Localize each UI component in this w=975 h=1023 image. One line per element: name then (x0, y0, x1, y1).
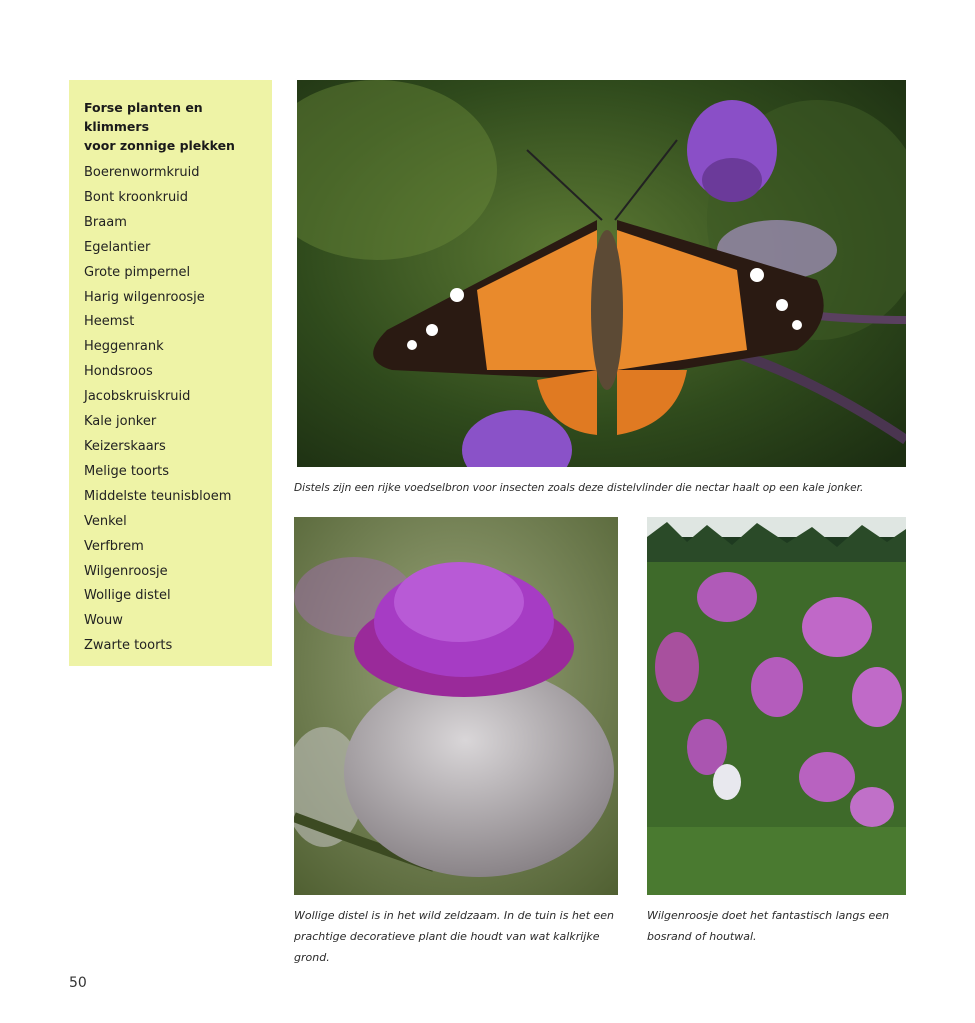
plant-list-item: Heemst (84, 314, 135, 330)
plant-list-item: Zwarte toorts (84, 638, 173, 654)
willowherb-caption (647, 905, 947, 947)
thistle-caption-line1: Wollige distel is in het wild zeldzaam. In de tuin is het een (294, 909, 615, 922)
willowherb-photo (647, 517, 906, 895)
plant-list-title-line1: Forse planten en klimmers (84, 100, 203, 134)
page-number: 50 (69, 975, 87, 991)
willowherb-caption-line1: Wilgenroosje doet het fantastisch langs een (647, 909, 890, 922)
plant-list-item: Boerenwormkruid (84, 165, 200, 180)
willowherb-caption-line2: bosrand of houtwal. (647, 930, 757, 943)
plant-list-item: Braam (84, 214, 127, 230)
butterfly-photo (297, 80, 906, 467)
plant-list-item: Wollige distel (84, 588, 171, 604)
thistle-caption (294, 905, 634, 968)
plant-list-item: Keizerskaars (84, 438, 166, 454)
plant-list-item: Grote pimpernel (84, 264, 191, 280)
plant-list-item: Wilgenroosje (84, 563, 168, 579)
plant-list-item: Jacobskruiskruid (84, 389, 191, 405)
plant-list-title-line2: voor zonnige plekken (84, 138, 235, 153)
butterfly-caption: Distels zijn een rijke voedselbron voor insecten zoals deze distelvlinder die nectar haalt op een kale jonker. (294, 482, 864, 494)
thistle-caption-line2: prachtige decoratieve plant die houdt van wat kalkrijke grond. (294, 930, 600, 964)
plant-list-item: Hondsroos (84, 364, 153, 380)
plant-list-item: Heggenrank (84, 339, 164, 355)
plant-list-item: Verfbrem (84, 538, 144, 554)
plant-list-item: Middelste teunisbloem (84, 488, 232, 504)
plant-list-item: Bont kroonkruid (84, 189, 189, 205)
plant-list-item: Harig wilgenroosje (84, 289, 205, 305)
plant-list-item: Melige toorts (84, 463, 170, 479)
plant-list-item: Venkel (84, 513, 127, 529)
plant-list-item: Egelantier (84, 239, 151, 255)
plant-list (84, 161, 262, 659)
plant-list-title (84, 98, 262, 155)
plant-list-box (69, 80, 272, 666)
plant-list-item: Wouw (84, 613, 123, 629)
plant-list-item: Kale jonker (84, 414, 157, 430)
thistle-photo (294, 517, 618, 895)
